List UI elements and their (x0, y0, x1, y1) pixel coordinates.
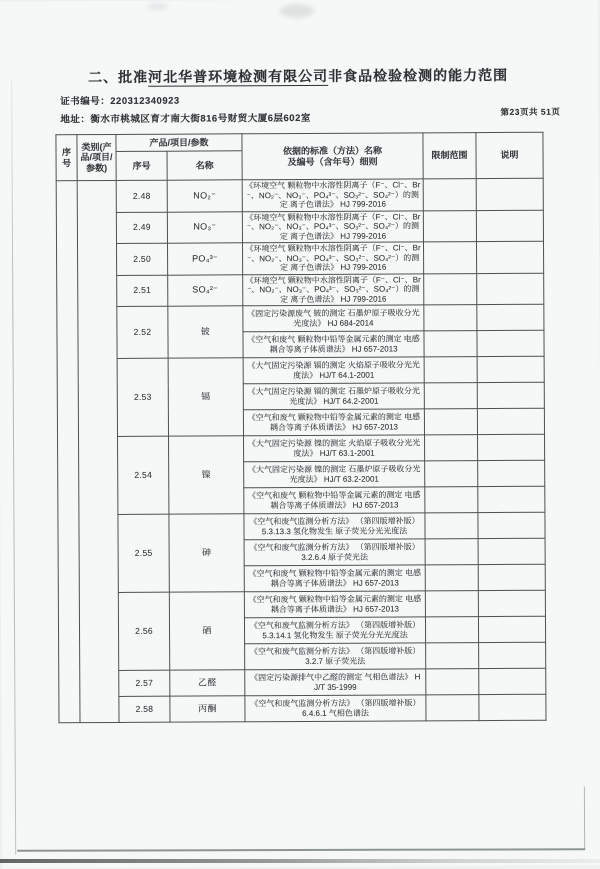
param-name-cell: 镍 (169, 436, 244, 514)
standard-cell: 《空气和废气监测分析方法》 （第四版增补版） 3.2.7 原子荧光法 (245, 643, 426, 670)
note-cell (478, 538, 545, 564)
page-edge-right (584, 787, 585, 849)
table-row (57, 304, 544, 333)
header-sub-seq: 序号 (116, 151, 167, 180)
limit-cell (426, 669, 479, 695)
note-cell (477, 382, 544, 408)
note-cell (477, 304, 544, 330)
limit-cell (425, 565, 478, 591)
table-row (59, 694, 546, 723)
page-edge-bottom (17, 848, 585, 851)
limit-cell (425, 487, 478, 513)
standard-cell: 《空气和废气监测分析方法》 （第四版增补版） 6.4.6.1 气相色谱法 (245, 695, 426, 722)
page-title-suffix: 非食品检验检测的能力范围 (328, 66, 509, 84)
standard-cell: 《大气固定污染源 镉的测定 火焰原子吸收分光光度法》 HJ/T 64.1-2001 (243, 357, 424, 384)
note-cell (479, 694, 546, 720)
header-note: 说明 (476, 132, 543, 178)
table-row (59, 668, 546, 697)
page-edge-left (11, 80, 16, 855)
param-no-cell: 2.49 (116, 212, 167, 244)
standard-cell: 《空气和废气 颗粒物中铅等金属元素的测定 电感耦合等离子体质谱法》 HJ 657-2013 (244, 487, 425, 514)
note-cell (477, 273, 544, 305)
note-cell (476, 178, 543, 210)
table-row (58, 434, 545, 463)
header-standard-line2: 及编号（含年号）细则 (287, 156, 378, 167)
header-category: 类别(产品/项目/参数) (77, 134, 116, 180)
limit-cell (425, 461, 478, 487)
standard-cell: 《大气固定污染源 镍的测定 石墨炉原子吸收分光光度法》 HJ/T 63.2-2001 (244, 461, 425, 488)
header-standard (242, 133, 423, 180)
table-row (56, 210, 543, 244)
standard-cell: 《大气固定污染源 镍的测定 火焰原子吸收分光光度法》 HJ/T 63.1-2001 (244, 435, 425, 462)
param-name-cell: 镉 (168, 358, 243, 436)
limit-cell (426, 643, 479, 669)
header-sub-name: 名称 (167, 151, 242, 180)
param-no-cell: 2.52 (117, 306, 168, 358)
table-row (57, 356, 544, 385)
limit-cell (424, 357, 477, 383)
limit-cell (424, 273, 477, 305)
param-name-cell: NO₃⁻ (167, 211, 242, 243)
limit-cell (425, 539, 478, 565)
limit-cell (426, 695, 479, 721)
param-name-cell: 硒 (169, 592, 244, 670)
table-row (57, 241, 544, 275)
page-title-prefix: 二、批准 (88, 68, 149, 86)
note-cell (478, 434, 545, 460)
standard-cell: 《环境空气 颗粒物中水溶性阴离子（F⁻、Cl⁻、Br⁻、NO₂⁻、NO₃⁻、PO₄³⁻、SO₃²⁻、SO₄²⁻）的测定 离子色谱法》 HJ 799-2016 (242, 210, 423, 242)
param-name-cell: SO₄²⁻ (168, 274, 243, 306)
param-name-cell: 丙酮 (170, 696, 245, 722)
standard-cell: 《环境空气 颗粒物中水溶性阴离子（F⁻、Cl⁻、Br⁻、NO₂⁻、NO₃⁻、PO₄³⁻、SO₃²⁻、SO₄²⁻）的测定 离子色谱法》 HJ 799-2016 (243, 242, 424, 274)
limit-cell (423, 179, 476, 211)
limit-cell (425, 591, 478, 617)
param-no-cell: 2.56 (118, 592, 169, 670)
certificate-number: 证书编号：220312340923 (60, 95, 180, 108)
limit-cell (424, 305, 477, 331)
limit-cell (425, 435, 478, 461)
capability-table-body (56, 178, 546, 723)
page-title (0, 64, 598, 87)
standard-cell: 《环境空气 颗粒物中水溶性阴离子（F⁻、Cl⁻、Br⁻、NO₂⁻、NO₃⁻、PO₄³⁻、SO₃²⁻、SO₄²⁻）的测定 离子色谱法》 HJ 799-2016 (243, 273, 424, 305)
param-no-cell: 2.55 (118, 514, 169, 592)
scan-smudge (148, 3, 168, 11)
param-name-cell: NO₂⁻ (167, 180, 242, 212)
standard-cell: 《空气和废气 颗粒物中铅等金属元素的测定 电感耦合等离子体质谱法》 HJ 657-2013 (244, 591, 425, 618)
standard-cell: 《空气和废气监测分析方法》 （第四版增补版） 3.2.6.4 原子荧光法 (244, 539, 425, 566)
standard-cell: 《空气和废气 颗粒物中铅等金属元素的测定 电感耦合等离子体质谱法》 HJ 657-2013 (244, 565, 425, 592)
note-cell (478, 486, 545, 512)
note-cell (476, 210, 543, 242)
standard-cell: 《空气和废气监测分析方法》 （第四版增补版） 5.3.14.1 氢化物发生 原子荧光分光光度法 (244, 617, 425, 644)
param-name-cell: 铍 (168, 306, 243, 358)
standard-cell: 《大气固定污染源 镉的测定 石墨炉原子吸收分光光度法》 HJ/T 64.2-2001 (243, 383, 424, 410)
standard-cell: 《固定污染源排气中乙醛的测定 气相色谱法》 HJ/T 35-1999 (245, 669, 426, 696)
scan-smudge (280, 4, 314, 18)
header-limit: 限制范围 (423, 133, 476, 179)
note-cell (477, 356, 544, 382)
note-cell (477, 330, 544, 356)
param-name-cell: 砷 (169, 514, 244, 592)
address-line: 地址：衡水市桃城区育才南大街816号财贸大厦6层602室 (60, 112, 311, 126)
note-cell (477, 408, 544, 434)
note-cell (478, 590, 545, 616)
scanner-edge-band (0, 859, 600, 863)
limit-cell (424, 383, 477, 409)
standard-cell: 《空气和废气监测分析方法》 （第四版增补版） 5.3.13.3 氢化物发生 原子荧光分光光度法 (244, 513, 425, 540)
table-row (58, 512, 545, 541)
standard-cell: 《空气和废气 颗粒物中铅等金属元素的测定 电感耦合等离子体质谱法》 HJ 657-2013 (243, 331, 424, 358)
limit-cell (424, 409, 477, 435)
header-product-group: 产品/项目/参数 (116, 134, 242, 152)
limit-cell (423, 210, 476, 242)
limit-cell (425, 617, 478, 643)
standard-cell: 《环境空气 颗粒物中水溶性阴离子（F⁻、Cl⁻、Br⁻、NO₂⁻、NO₃⁻、PO₄³⁻、SO₃²⁻、SO₄²⁻）的测定 离子色谱法》 HJ 799-2016 (242, 179, 423, 211)
note-cell (478, 512, 545, 538)
limit-cell (425, 513, 478, 539)
param-no-cell: 2.51 (117, 275, 168, 307)
note-cell (477, 241, 544, 273)
company-name: 河北华普环境检测有限公司 (148, 67, 329, 85)
note-cell (479, 668, 546, 694)
note-cell (478, 460, 545, 486)
table-header (56, 132, 543, 181)
standard-cell: 《空气和废气 颗粒物中铅等金属元素的测定 电感耦合等离子体质谱法》 HJ 657-2013 (243, 409, 424, 436)
note-cell (478, 616, 545, 642)
table-row (57, 273, 544, 307)
category-col-cell (77, 180, 119, 722)
standard-cell: 《固定污染源废气 铍的测定 石墨炉原子吸收分光光度法》 HJ 684-2014 (243, 305, 424, 332)
header-seq: 序号 (56, 135, 77, 181)
page-number: 第23页共 51页 (500, 106, 561, 117)
param-no-cell: 2.48 (116, 180, 167, 212)
param-name-cell: 乙醛 (170, 670, 245, 696)
note-cell (479, 642, 546, 668)
param-no-cell: 2.50 (117, 243, 168, 275)
param-no-cell: 2.58 (119, 696, 170, 722)
param-no-cell: 2.53 (117, 358, 168, 436)
limit-cell (424, 242, 477, 274)
param-name-cell: PO₄³⁻ (168, 243, 243, 275)
capability-table (55, 132, 546, 724)
note-cell (478, 564, 545, 590)
limit-cell (424, 331, 477, 357)
seq-col-cell (56, 181, 80, 723)
table-row (56, 178, 543, 212)
table-row (58, 590, 545, 619)
param-no-cell: 2.54 (118, 436, 169, 514)
header-standard-line1: 依据的标准（方法）名称 (282, 145, 383, 157)
param-no-cell: 2.57 (119, 670, 170, 696)
